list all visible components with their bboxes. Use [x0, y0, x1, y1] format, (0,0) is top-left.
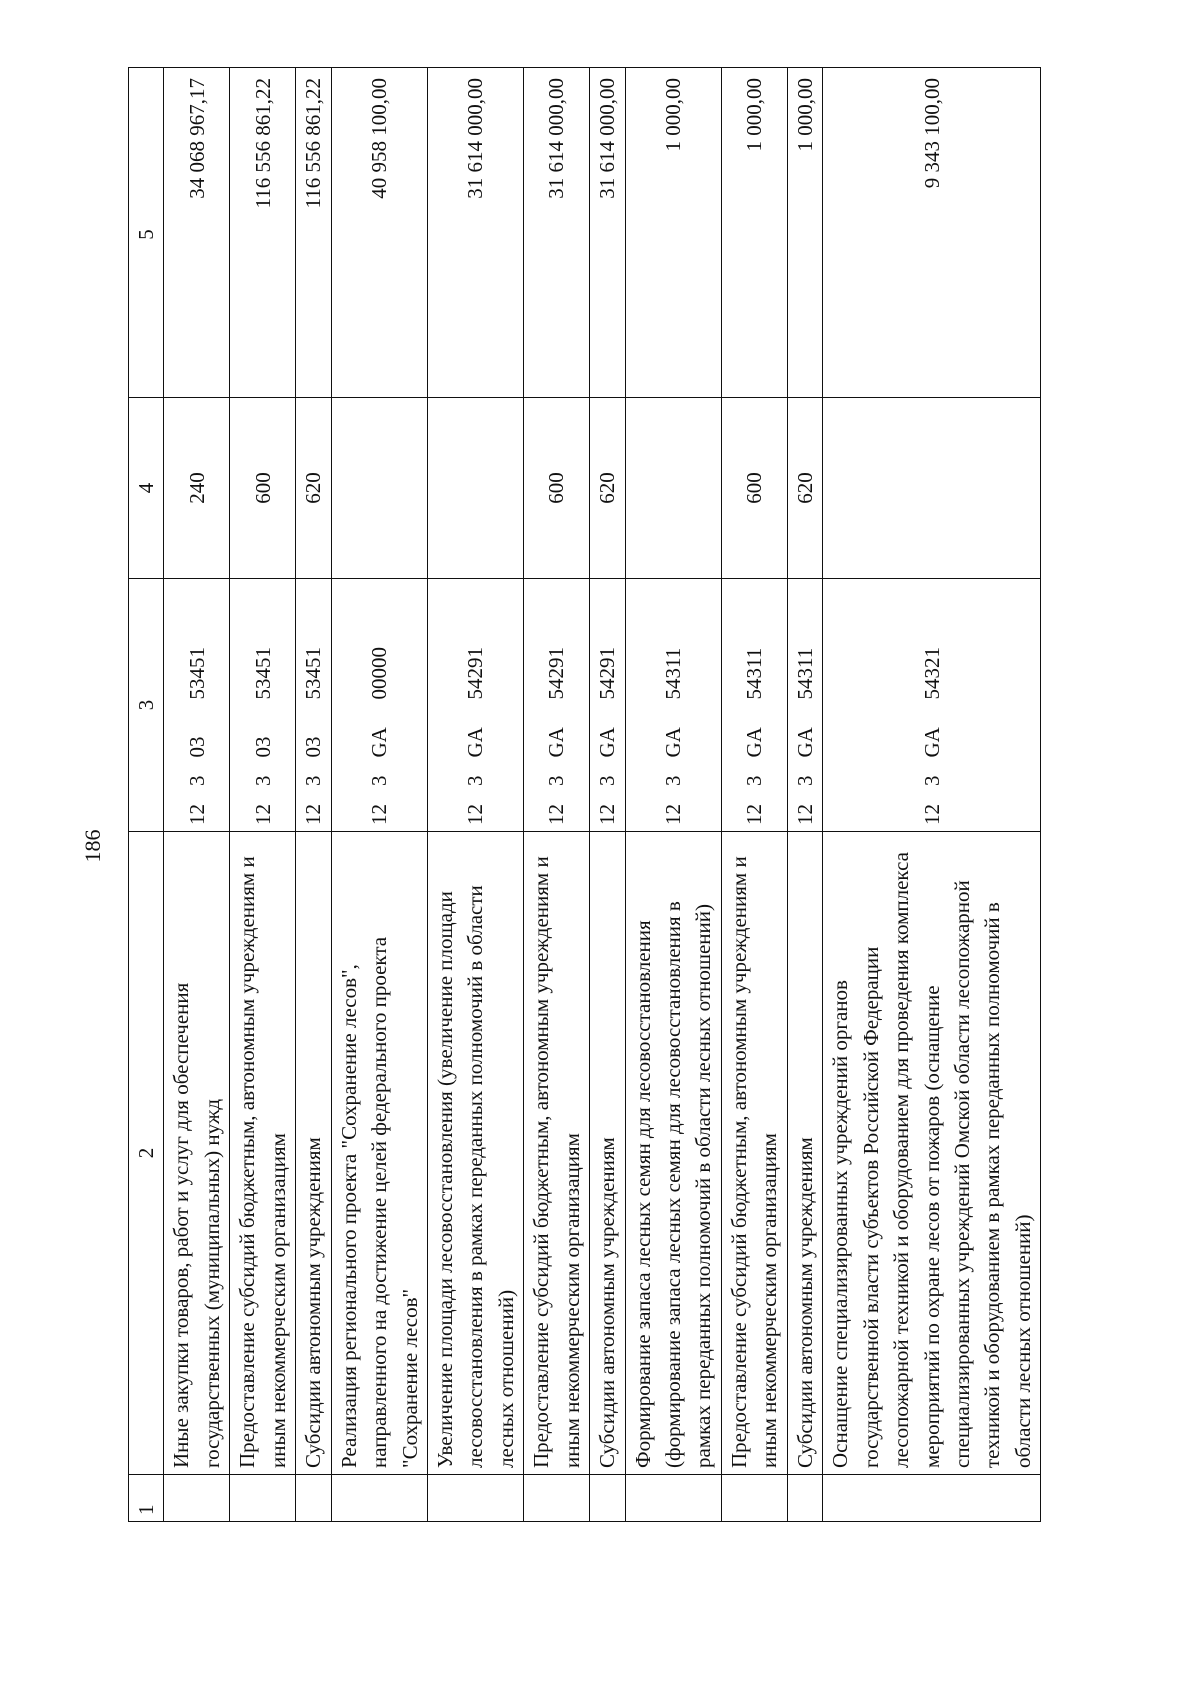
row-amount: 40 958 100,00 — [331, 68, 427, 398]
code-part-c: GA — [792, 727, 817, 758]
row-code — [625, 579, 721, 832]
code-part-b: 3 — [184, 775, 209, 786]
code-part-a: 12 — [250, 804, 275, 825]
row-type-code — [427, 398, 523, 579]
code-part-a: 12 — [792, 804, 817, 825]
code-part-c: GA — [544, 727, 569, 758]
code-part-c: 03 — [250, 736, 275, 758]
code-part-a: 12 — [367, 804, 392, 825]
code-part-b: 3 — [544, 775, 569, 786]
row-code — [296, 579, 331, 832]
code-part-d: 54311 — [742, 647, 767, 700]
row-code — [524, 579, 590, 832]
table-row — [590, 68, 625, 1522]
code-part-a: 12 — [742, 804, 767, 825]
code-part-c: 03 — [184, 736, 209, 758]
code-part-a: 12 — [184, 804, 209, 825]
row-amount: 31 614 000,00 — [590, 68, 625, 398]
header-col-5: 5 — [129, 68, 164, 398]
code-part-b: 3 — [792, 775, 817, 786]
code-part-d: 53451 — [184, 647, 209, 700]
row-name: Оснащение специализированных учреждений органов государственной власти субъектов Российской Федерации лесопожарной техникой и оборудованием для проведения комплекса мероприятий по охране лесов от пожаров (оснащение специализированных учреждений Омской области лесопожарной техникой и оборудованием в рамках переданных полномочий в области лесных отношений) — [823, 832, 1041, 1475]
row-index-cell — [823, 1475, 1041, 1522]
row-index-cell — [524, 1475, 590, 1522]
code-part-b: 3 — [742, 775, 767, 786]
row-type-code — [331, 398, 427, 579]
row-type-code: 600 — [230, 398, 296, 579]
row-type-code: 600 — [524, 398, 590, 579]
row-type-code: 620 — [787, 398, 822, 579]
row-code — [823, 579, 1041, 832]
row-code — [721, 579, 787, 832]
row-amount: 31 614 000,00 — [524, 68, 590, 398]
code-part-d: 53451 — [250, 647, 275, 700]
code-part-d: 54291 — [595, 647, 620, 700]
code-part-a: 12 — [544, 804, 569, 825]
code-part-c: GA — [742, 727, 767, 758]
code-part-d: 54311 — [792, 647, 817, 700]
code-part-c: GA — [661, 727, 685, 758]
code-part-c: GA — [463, 727, 488, 758]
code-part-c: GA — [367, 727, 392, 758]
row-amount: 1 000,00 — [787, 68, 822, 398]
row-code — [590, 579, 625, 832]
code-part-c: GA — [919, 727, 944, 758]
code-part-c: GA — [595, 727, 620, 758]
row-name: Формирование запаса лесных семян для лесовосстановления (формирование запаса лесных семян для лесовосстановления в рамках переданных полномочий в области лесных отношений) — [625, 832, 721, 1475]
row-index-cell — [164, 1475, 230, 1522]
code-part-a: 12 — [463, 804, 488, 825]
row-name: Увеличение площади лесовосстановления (увеличение площади лесовосстановления в рамках переданных полномочий в области лесных отношений) — [427, 832, 523, 1475]
table-row — [524, 68, 590, 1522]
code-part-b: 3 — [919, 775, 944, 786]
code-part-d: 53451 — [301, 647, 326, 700]
code-part-a: 12 — [661, 804, 685, 825]
code-part-a: 12 — [595, 804, 620, 825]
row-code — [331, 579, 427, 832]
row-type-code: 240 — [164, 398, 230, 579]
code-part-a: 12 — [919, 804, 944, 825]
header-col-1: 1 — [129, 1475, 164, 1522]
row-index-cell — [296, 1475, 331, 1522]
row-index-cell — [787, 1475, 822, 1522]
row-code — [230, 579, 296, 832]
table-row — [427, 68, 523, 1522]
header-col-3: 3 — [129, 579, 164, 832]
row-name: Предоставление субсидий бюджетным, автономным учреждениям и иным некоммерческим организациям — [524, 832, 590, 1475]
row-code — [164, 579, 230, 832]
row-index-cell — [230, 1475, 296, 1522]
code-part-d: 00000 — [367, 647, 392, 700]
code-part-d: 54291 — [544, 647, 569, 700]
row-code — [427, 579, 523, 832]
row-name: Субсидии автономным учреждениям — [787, 832, 822, 1475]
table-row — [625, 68, 721, 1522]
code-part-a: 12 — [301, 804, 326, 825]
row-index-cell — [427, 1475, 523, 1522]
budget-table — [128, 67, 1041, 1522]
table-row — [823, 68, 1041, 1522]
table-row — [721, 68, 787, 1522]
row-name: Иные закупки товаров, работ и услуг для обеспечения государственных (муниципальных) нужд — [164, 832, 230, 1475]
row-name: Предоставление субсидий бюджетным, автономным учреждениям и иным некоммерческим организациям — [230, 832, 296, 1475]
code-part-d: 54291 — [463, 647, 488, 700]
row-amount: 116 556 861,22 — [296, 68, 331, 398]
row-type-code: 620 — [590, 398, 625, 579]
table-row — [296, 68, 331, 1522]
row-name: Субсидии автономным учреждениям — [590, 832, 625, 1475]
code-part-d: 54311 — [661, 647, 685, 700]
row-name: Предоставление субсидий бюджетным, автономным учреждениям и иным некоммерческим организациям — [721, 832, 787, 1475]
table-row — [787, 68, 822, 1522]
code-part-d: 54321 — [919, 647, 944, 700]
row-amount: 1 000,00 — [721, 68, 787, 398]
row-code — [787, 579, 822, 832]
row-name: Субсидии автономным учреждениям — [296, 832, 331, 1475]
row-index-cell — [625, 1475, 721, 1522]
table-row — [331, 68, 427, 1522]
page-number: 186 — [80, 829, 105, 863]
code-part-b: 3 — [661, 775, 685, 786]
row-amount: 31 614 000,00 — [427, 68, 523, 398]
code-part-b: 3 — [301, 775, 326, 786]
row-index-cell — [590, 1475, 625, 1522]
row-index-cell — [721, 1475, 787, 1522]
row-type-code: 600 — [721, 398, 787, 579]
table-row — [164, 68, 230, 1522]
row-type-code — [823, 398, 1041, 579]
code-part-b: 3 — [463, 775, 488, 786]
table-header-row — [129, 68, 164, 1522]
code-part-c: 03 — [301, 736, 326, 758]
row-type-code — [625, 398, 721, 579]
header-col-2: 2 — [129, 832, 164, 1475]
row-amount: 34 068 967,17 — [164, 68, 230, 398]
code-part-b: 3 — [367, 775, 392, 786]
row-index-cell — [331, 1475, 427, 1522]
row-name: Реализация регионального проекта "Сохранение лесов", направленного на достижение целей федерального проекта "Сохранение лесов" — [331, 832, 427, 1475]
row-amount: 1 000,00 — [625, 68, 721, 398]
table-row — [230, 68, 296, 1522]
code-part-b: 3 — [250, 775, 275, 786]
code-part-b: 3 — [595, 775, 620, 786]
row-amount: 116 556 861,22 — [230, 68, 296, 398]
row-type-code: 620 — [296, 398, 331, 579]
row-amount: 9 343 100,00 — [823, 68, 1041, 398]
header-col-4: 4 — [129, 398, 164, 579]
